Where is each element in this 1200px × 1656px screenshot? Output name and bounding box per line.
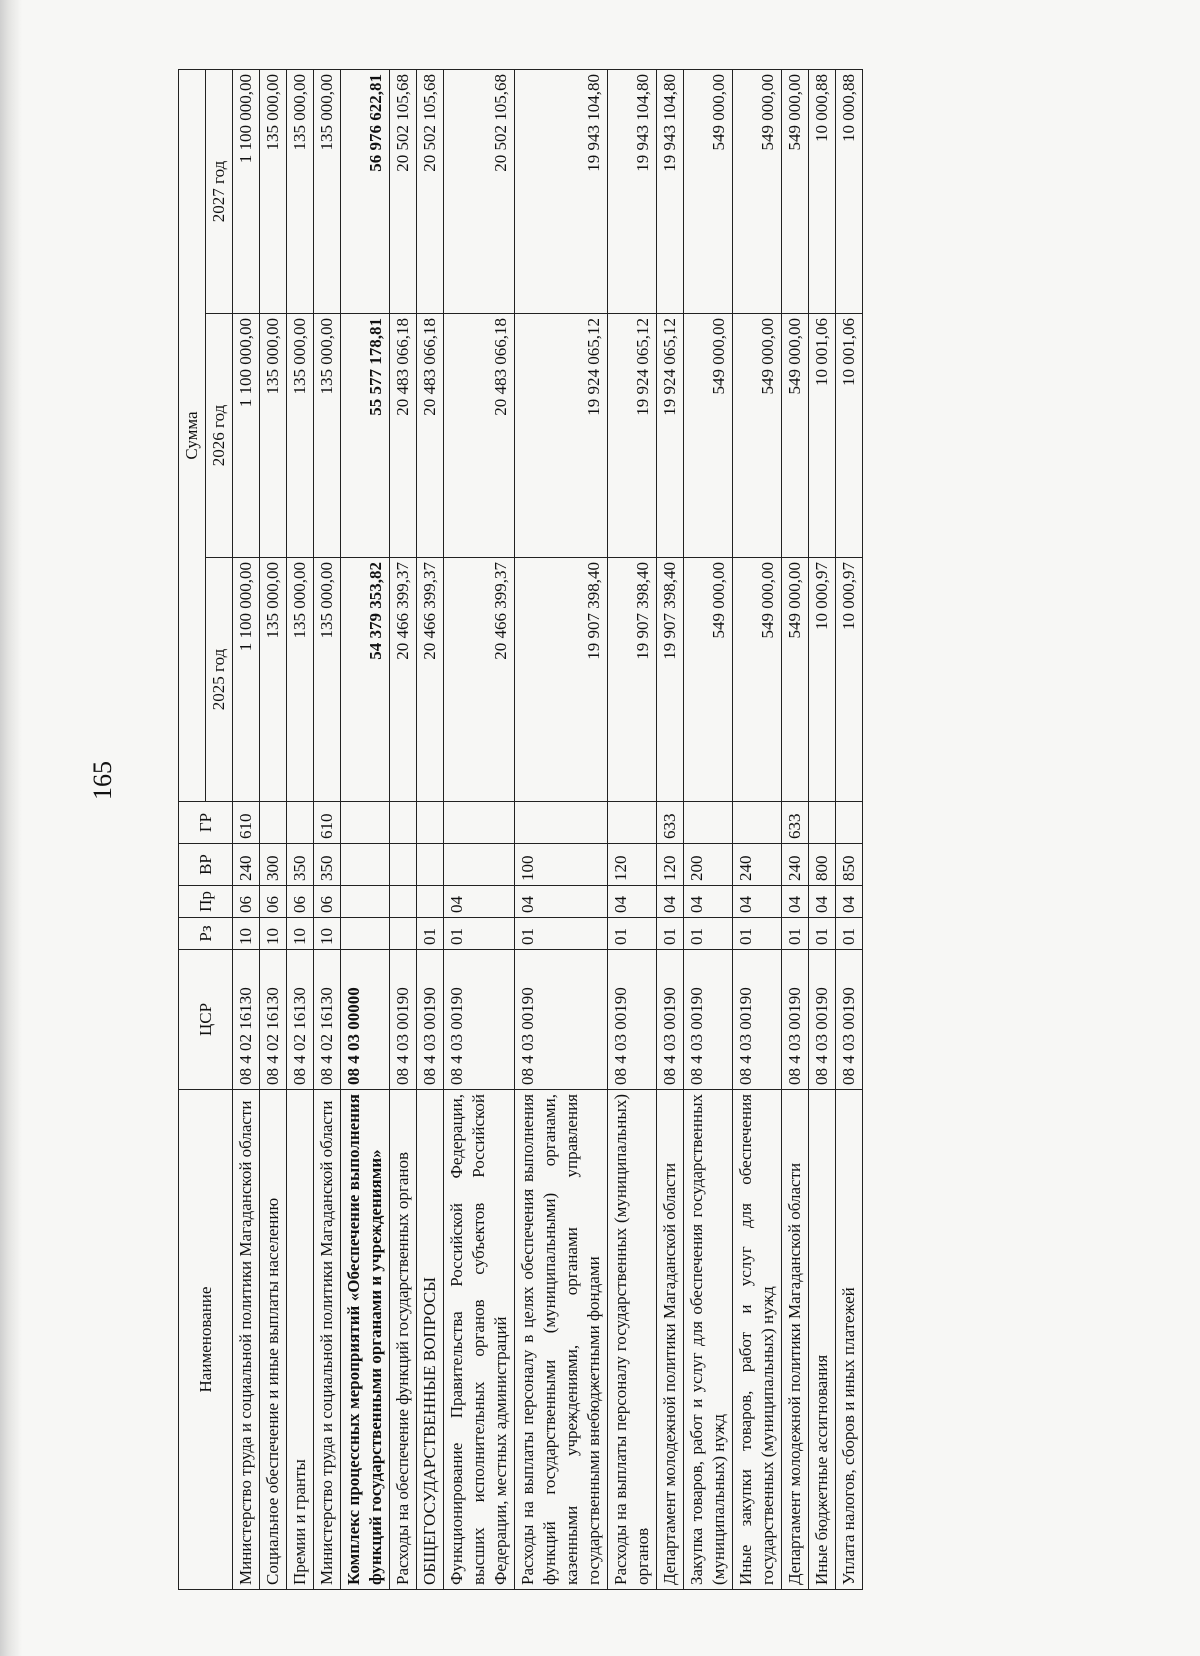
cell-2027: 20 502 105,68 <box>417 70 444 314</box>
header-2026: 2026 год <box>206 314 233 558</box>
cell-2026: 10 001,06 <box>836 314 863 558</box>
cell-name: Департамент молодежной политики Магаданской области <box>782 1090 809 1590</box>
cell-gr <box>260 802 287 844</box>
cell-2026: 19 924 065,12 <box>515 314 608 558</box>
cell-vr: 120 <box>657 844 684 886</box>
cell-2026: 135 000,00 <box>314 314 341 558</box>
table-row <box>836 70 863 1590</box>
table-row <box>233 70 260 1590</box>
cell-2026: 55 577 178,81 <box>341 314 390 558</box>
cell-vr <box>444 844 515 886</box>
cell-2027: 56 976 622,81 <box>341 70 390 314</box>
table-row <box>782 70 809 1590</box>
cell-name: Министерство труда и социальной политики Магаданской области <box>314 1090 341 1590</box>
table-row <box>809 70 836 1590</box>
cell-csr: 08 4 03 00190 <box>809 950 836 1090</box>
cell-2025: 54 379 353,82 <box>341 558 390 802</box>
cell-name: Расходы на выплаты персоналу в целях обеспечения выполнения функций государственными (муниципальными) органами, казенными учреждениями, органами управления государственными внебюджетными фондами <box>515 1090 608 1590</box>
cell-2027: 19 943 104,80 <box>608 70 657 314</box>
cell-2026: 10 001,06 <box>809 314 836 558</box>
cell-name: Иные закупки товаров, работ и услуг для обеспечения государственных (муниципальных) нужд <box>733 1090 782 1590</box>
cell-vr <box>417 844 444 886</box>
cell-2027: 19 943 104,80 <box>515 70 608 314</box>
cell-rz: 10 <box>287 918 314 950</box>
cell-gr <box>417 802 444 844</box>
cell-pr: 04 <box>444 886 515 918</box>
cell-2027: 10 000,88 <box>809 70 836 314</box>
table-row <box>608 70 657 1590</box>
cell-2026: 549 000,00 <box>782 314 809 558</box>
cell-csr: 08 4 02 16130 <box>287 950 314 1090</box>
cell-name: Иные бюджетные ассигнования <box>809 1090 836 1590</box>
cell-2026: 135 000,00 <box>287 314 314 558</box>
cell-rz: 01 <box>515 918 608 950</box>
cell-name: Уплата налогов, сборов и иных платежей <box>836 1090 863 1590</box>
cell-pr: 06 <box>260 886 287 918</box>
cell-rz: 01 <box>444 918 515 950</box>
cell-rz <box>390 918 417 950</box>
cell-vr: 240 <box>233 844 260 886</box>
cell-pr: 04 <box>733 886 782 918</box>
header-2027: 2027 год <box>206 70 233 314</box>
cell-csr: 08 4 03 00190 <box>836 950 863 1090</box>
cell-pr: 04 <box>684 886 733 918</box>
cell-2025: 20 466 399,37 <box>444 558 515 802</box>
cell-gr <box>836 802 863 844</box>
cell-2026: 549 000,00 <box>684 314 733 558</box>
cell-2025: 135 000,00 <box>314 558 341 802</box>
table-row <box>515 70 608 1590</box>
cell-2027: 135 000,00 <box>260 70 287 314</box>
cell-2025: 20 466 399,37 <box>417 558 444 802</box>
cell-name: Закупка товаров, работ и услуг для обеспечения государственных (муниципальных) нужд <box>684 1090 733 1590</box>
table-row <box>287 70 314 1590</box>
cell-gr: 633 <box>782 802 809 844</box>
cell-vr: 850 <box>836 844 863 886</box>
cell-rz: 10 <box>260 918 287 950</box>
cell-pr: 06 <box>314 886 341 918</box>
cell-2025: 19 907 398,40 <box>515 558 608 802</box>
cell-pr: 04 <box>657 886 684 918</box>
cell-vr <box>390 844 417 886</box>
table-header <box>179 70 233 1590</box>
cell-pr: 04 <box>836 886 863 918</box>
cell-gr <box>684 802 733 844</box>
cell-vr: 800 <box>809 844 836 886</box>
cell-pr: 04 <box>809 886 836 918</box>
table-row <box>341 70 390 1590</box>
page-number: 165 <box>88 761 117 800</box>
cell-csr: 08 4 02 16130 <box>260 950 287 1090</box>
cell-name: Расходы на обеспечение функций государственных органов <box>390 1090 417 1590</box>
header-gr: ГР <box>179 802 233 844</box>
cell-2026: 19 924 065,12 <box>608 314 657 558</box>
cell-gr <box>341 802 390 844</box>
cell-csr: 08 4 03 00190 <box>684 950 733 1090</box>
cell-2025: 10 000,97 <box>836 558 863 802</box>
cell-vr: 240 <box>733 844 782 886</box>
cell-pr <box>417 886 444 918</box>
cell-csr: 08 4 03 00190 <box>390 950 417 1090</box>
cell-csr: 08 4 03 00190 <box>515 950 608 1090</box>
cell-gr <box>515 802 608 844</box>
cell-vr: 300 <box>260 844 287 886</box>
cell-2027: 135 000,00 <box>314 70 341 314</box>
cell-rz: 01 <box>684 918 733 950</box>
cell-2025: 135 000,00 <box>260 558 287 802</box>
cell-csr: 08 4 03 00190 <box>417 950 444 1090</box>
cell-rz: 01 <box>782 918 809 950</box>
table-row <box>417 70 444 1590</box>
cell-name: Функционирование Правительства Российской Федерации, высших исполнительных органов субъектов Российской Федерации, местных администраций <box>444 1090 515 1590</box>
cell-pr: 04 <box>782 886 809 918</box>
cell-2025: 19 907 398,40 <box>657 558 684 802</box>
header-pr: Пр <box>179 886 233 918</box>
scan-edge <box>0 0 22 1656</box>
cell-name: Департамент молодежной политики Магаданской области <box>657 1090 684 1590</box>
cell-2025: 135 000,00 <box>287 558 314 802</box>
cell-name: Социальное обеспечение и иные выплаты населению <box>260 1090 287 1590</box>
cell-rz: 01 <box>809 918 836 950</box>
header-2025: 2025 год <box>206 558 233 802</box>
cell-2025: 10 000,97 <box>809 558 836 802</box>
table-row <box>684 70 733 1590</box>
cell-rz: 10 <box>233 918 260 950</box>
cell-2025: 19 907 398,40 <box>608 558 657 802</box>
cell-vr: 350 <box>314 844 341 886</box>
cell-gr <box>287 802 314 844</box>
cell-vr: 240 <box>782 844 809 886</box>
cell-gr <box>809 802 836 844</box>
header-vr: ВР <box>179 844 233 886</box>
cell-name: ОБЩЕГОСУДАРСТВЕННЫЕ ВОПРОСЫ <box>417 1090 444 1590</box>
header-csr: ЦСР <box>179 950 233 1090</box>
cell-gr: 610 <box>314 802 341 844</box>
table-row <box>260 70 287 1590</box>
cell-2025: 549 000,00 <box>684 558 733 802</box>
cell-2027: 20 502 105,68 <box>390 70 417 314</box>
cell-rz <box>341 918 390 950</box>
cell-name: Премии и гранты <box>287 1090 314 1590</box>
table-body <box>233 70 863 1590</box>
cell-pr: 04 <box>515 886 608 918</box>
header-rz: Рз <box>179 918 233 950</box>
cell-name: Комплекс процессных мероприятий «Обеспечение выполнения функций государственными органами и учреждениями» <box>341 1090 390 1590</box>
cell-gr <box>733 802 782 844</box>
cell-csr: 08 4 03 00190 <box>444 950 515 1090</box>
cell-rz: 01 <box>836 918 863 950</box>
cell-name: Министерство труда и социальной политики Магаданской области <box>233 1090 260 1590</box>
cell-2026: 19 924 065,12 <box>657 314 684 558</box>
table-row <box>733 70 782 1590</box>
cell-pr: 06 <box>287 886 314 918</box>
cell-vr: 200 <box>684 844 733 886</box>
cell-gr: 610 <box>233 802 260 844</box>
cell-2026: 20 483 066,18 <box>417 314 444 558</box>
cell-2027: 135 000,00 <box>287 70 314 314</box>
cell-csr: 08 4 03 00190 <box>608 950 657 1090</box>
cell-rz: 01 <box>417 918 444 950</box>
cell-2026: 20 483 066,18 <box>390 314 417 558</box>
cell-2026: 20 483 066,18 <box>444 314 515 558</box>
cell-rz: 10 <box>314 918 341 950</box>
cell-gr <box>608 802 657 844</box>
budget-table <box>178 69 863 1590</box>
cell-csr: 08 4 03 00190 <box>782 950 809 1090</box>
cell-pr <box>341 886 390 918</box>
cell-2027: 549 000,00 <box>782 70 809 314</box>
cell-2025: 549 000,00 <box>733 558 782 802</box>
cell-csr: 08 4 02 16130 <box>233 950 260 1090</box>
cell-gr: 633 <box>657 802 684 844</box>
header-name: Наименование <box>179 1090 233 1590</box>
cell-csr: 08 4 03 00190 <box>733 950 782 1090</box>
cell-name: Расходы на выплаты персоналу государственных (муниципальных) органов <box>608 1090 657 1590</box>
cell-vr: 350 <box>287 844 314 886</box>
cell-csr: 08 4 02 16130 <box>314 950 341 1090</box>
cell-2027: 20 502 105,68 <box>444 70 515 314</box>
cell-rz: 01 <box>608 918 657 950</box>
cell-pr: 04 <box>608 886 657 918</box>
cell-csr: 08 4 03 00000 <box>341 950 390 1090</box>
cell-rz: 01 <box>657 918 684 950</box>
cell-vr: 100 <box>515 844 608 886</box>
header-sum: Сумма <box>179 70 206 802</box>
cell-2025: 20 466 399,37 <box>390 558 417 802</box>
cell-2027: 19 943 104,80 <box>657 70 684 314</box>
cell-2026: 135 000,00 <box>260 314 287 558</box>
cell-2027: 549 000,00 <box>684 70 733 314</box>
cell-gr <box>444 802 515 844</box>
cell-csr: 08 4 03 00190 <box>657 950 684 1090</box>
table-row <box>444 70 515 1590</box>
cell-rz: 01 <box>733 918 782 950</box>
cell-vr <box>341 844 390 886</box>
cell-2027: 10 000,88 <box>836 70 863 314</box>
table-row <box>390 70 417 1590</box>
cell-gr <box>390 802 417 844</box>
cell-vr: 120 <box>608 844 657 886</box>
cell-2027: 1 100 000,00 <box>233 70 260 314</box>
table-row <box>314 70 341 1590</box>
table-row <box>657 70 684 1590</box>
cell-pr: 06 <box>233 886 260 918</box>
cell-2026: 549 000,00 <box>733 314 782 558</box>
cell-2026: 1 100 000,00 <box>233 314 260 558</box>
rotated-page <box>178 70 863 1590</box>
cell-2025: 549 000,00 <box>782 558 809 802</box>
cell-2027: 549 000,00 <box>733 70 782 314</box>
cell-pr <box>390 886 417 918</box>
cell-2025: 1 100 000,00 <box>233 558 260 802</box>
